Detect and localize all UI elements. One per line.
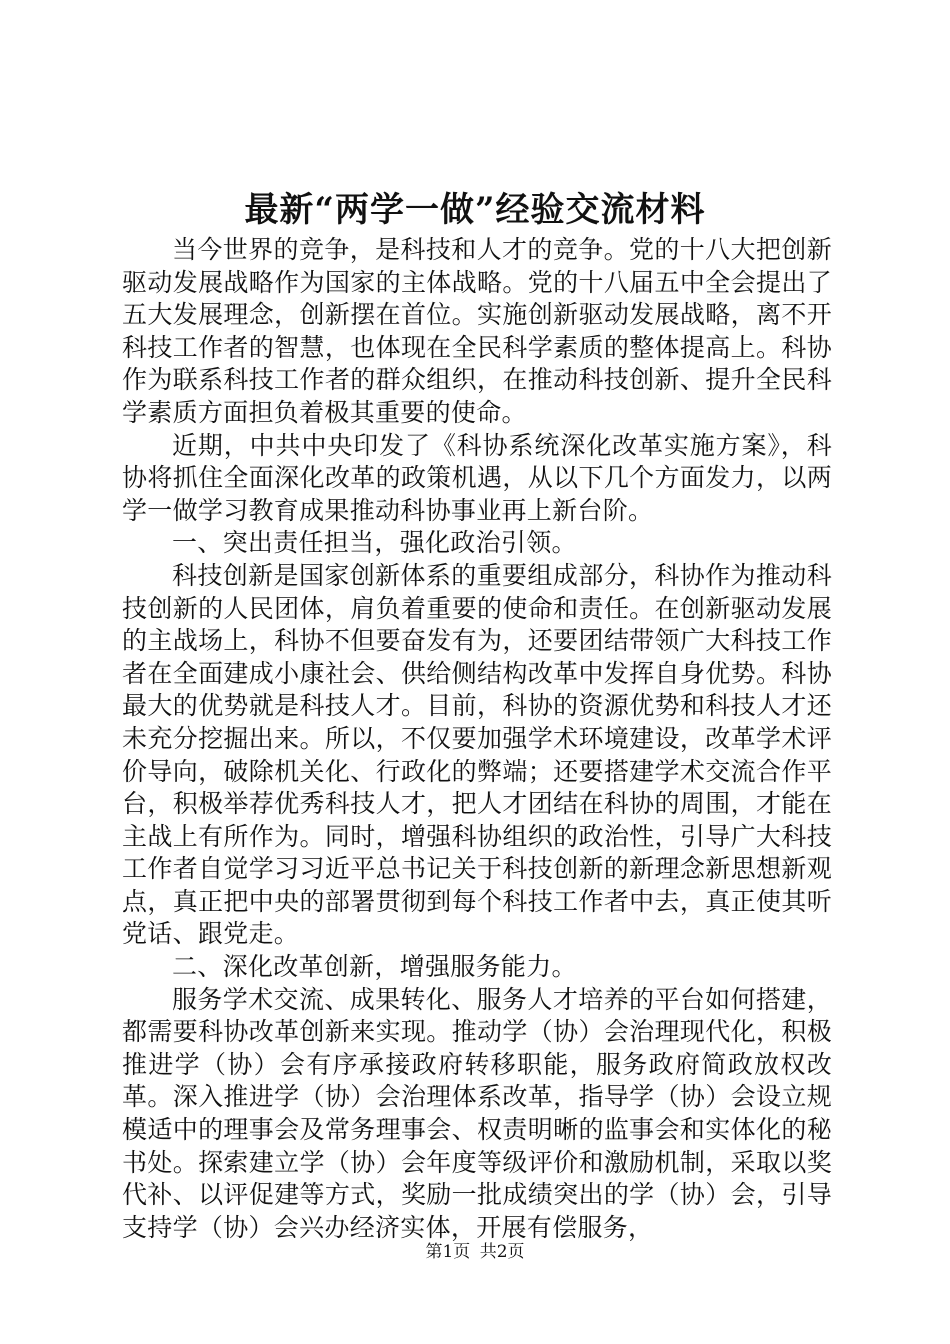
document-body: [122, 234, 832, 1244]
body-paragraph: 服务学术交流、成果转化、服务人才培养的平台如何搭建，都需要科协改革创新来实现。推动学（协）会治理现代化，积极推进学（协）会有序承接政府转移职能，服务政府简政放权改革。深入推进学（协）会治理体系改革，指导学（协）会设立规模适中的理事会及常务理事会、权责明晰的监事会和实体化的秘书处。探索建立学（协）会年度等级评价和激励机制，采取以奖代补、以评促建等方式，奖励一批成绩突出的学（协）会，引导支持学（协）会兴办经济实体，开展有偿服务，: [122, 984, 832, 1242]
body-paragraph: 科技创新是国家创新体系的重要组成部分，科协作为推动科技创新的人民团体，肩负着重要的使命和责任。在创新驱动发展的主战场上，科协不但要奋发有为，还要团结带领广大科技工作者在全面建成小康社会、供给侧结构改革中发挥自身优势。科协最大的优势就是科技人才。目前，科协的资源优势和科技人才还未充分挖掘出来。所以，不仅要加强学术环境建设，改革学术评价导向，破除机关化、行政化的弊端；还要搭建学术交流合作平台，积极举荐优秀科技人才，把人才团结在科协的周围，才能在主战上有所作为。同时，增强科协组织的政治性，引导广大科技工作者自觉学习习近平总书记关于科技创新的新理念新思想新观点，真正把中央的部署贯彻到每个科技工作者中去，真正使其听党话、跟党走。: [122, 560, 832, 949]
page-number: 第1页: [425, 1242, 471, 1262]
page-total: 共2页: [479, 1242, 525, 1262]
section-heading: 一、突出责任担当，强化政治引领。: [172, 528, 577, 558]
document-title: 最新“两学一做”经验交流材料: [244, 190, 706, 230]
section-heading: 二、深化改革创新，增强服务能力。: [172, 952, 577, 982]
body-paragraph: 当今世界的竞争，是科技和人才的竞争。党的十八大把创新驱动发展战略作为国家的主体战略。党的十八届五中全会提出了五大发展理念，创新摆在首位。实施创新驱动发展战略，离不开科技工作者的智慧，也体现在全民科学素质的整体提高上。科协作为联系科技工作者的群众组织，在推动科技创新、提升全民科学素质方面担负着极其重要的使命。: [122, 235, 832, 427]
page-footer: [0, 1240, 950, 1264]
body-paragraph: 近期，中共中央印发了《科协系统深化改革实施方案》，科协将抓住全面深化改革的政策机遇，从以下几个方面发力，以两学一做学习教育成果推动科协事业再上新台阶。: [122, 430, 832, 525]
